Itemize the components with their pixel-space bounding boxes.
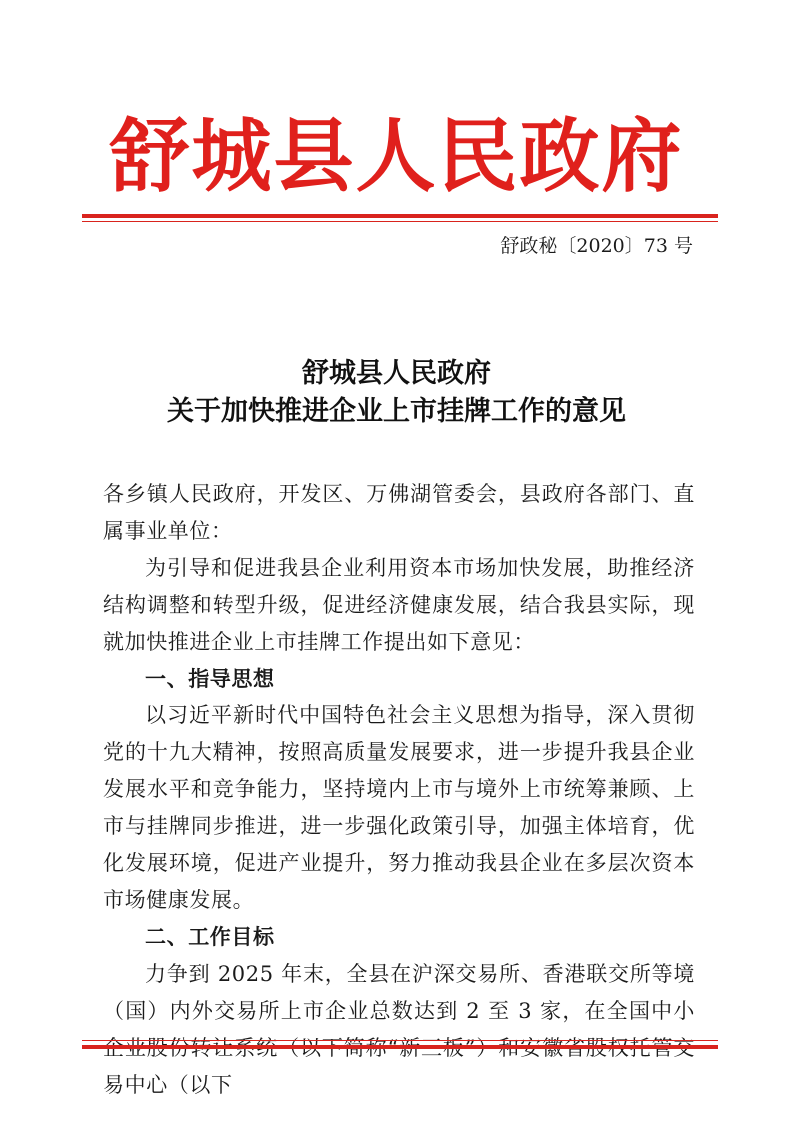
section-1-heading: 一、指导思想 xyxy=(145,666,275,691)
document-number: 舒政秘〔2020〕73 号 xyxy=(500,235,693,257)
footer-rule-thick xyxy=(82,1045,718,1049)
issuer-masthead: 舒城县人民政府 xyxy=(109,109,684,203)
document-body xyxy=(103,476,695,1103)
footer-rule-thin xyxy=(82,1040,718,1041)
section-2-heading: 二、工作目标 xyxy=(145,924,275,949)
section-1-paragraph: 以习近平新时代中国特色社会主义思想为指导，深入贯彻党的十九大精神，按照高质量发展要求，进一步提升我县企业发展水平和竞争能力，坚持境内上市与境外上市统筹兼顾、上市与挂牌同步推进，进一步强化政策引导，加强主体培育，优化发展环境，促进产业提升，努力推动我县企业在多层次资本市场健康发展。 xyxy=(103,703,695,912)
title-line-2: 关于加快推进企业上市挂牌工作的意见 xyxy=(167,396,626,427)
title-line-1: 舒城县人民政府 xyxy=(302,358,491,389)
section-2-paragraph: 力争到 2025 年末，全县在沪深交易所、香港联交所等境（国）内外交易所上市企业总数达到 2 至 3 家，在全国中小 易中心（以下 xyxy=(103,961,695,1097)
salutation: 各乡镇人民政府，开发区、万佛湖管委会，县政府各部门、直属事业单位： xyxy=(103,482,695,543)
header-rule-thin xyxy=(82,221,718,222)
intro-paragraph: 为引导和促进我县企业利用资本市场加快发展，助推经济结构调整和转型升级，促进经济健康发展，结合我县实际，现就加快推进企业上市挂牌工作提出如下意见： xyxy=(103,555,695,654)
header-rule-thick xyxy=(82,214,718,218)
